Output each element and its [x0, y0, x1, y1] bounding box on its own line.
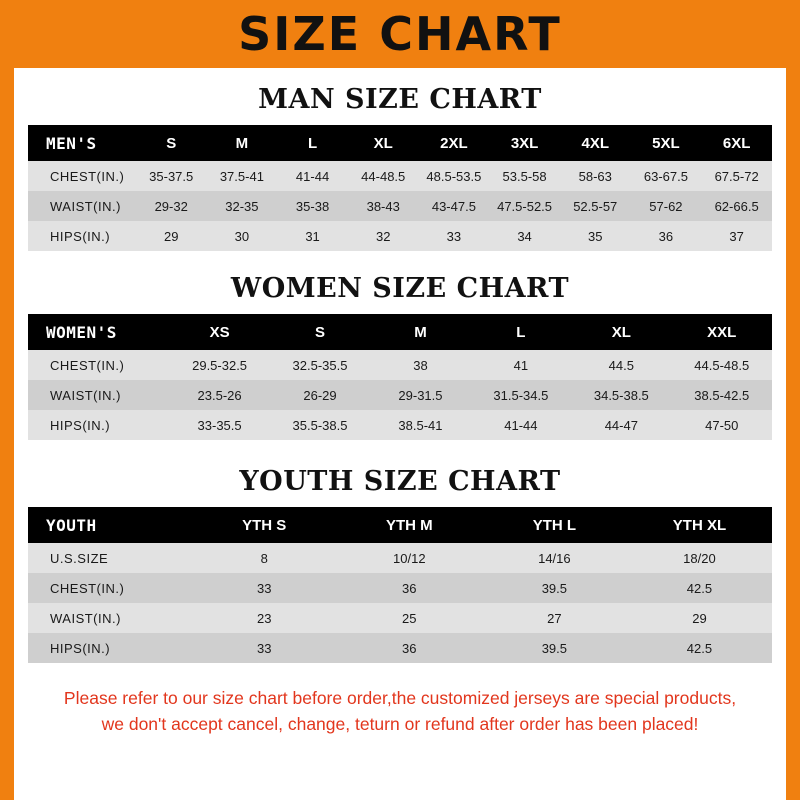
table-cell: 53.5-58: [489, 161, 560, 191]
column-header: 2XL: [419, 125, 490, 161]
table-cell: 35: [560, 221, 631, 251]
banner-title: SIZE CHART: [238, 7, 562, 61]
table-cell: 42.5: [627, 573, 772, 603]
table-cell: 38: [370, 350, 470, 380]
table-cell: 29: [136, 221, 207, 251]
table-row: [28, 380, 772, 410]
table-cell: 36: [337, 633, 482, 663]
table-row: [28, 573, 772, 603]
table-row: [28, 410, 772, 440]
table-header-row: [28, 507, 772, 543]
table-cell: 44.5: [571, 350, 671, 380]
table-cell: 32: [348, 221, 419, 251]
table-cell: 37: [701, 221, 772, 251]
table-cell: 41: [471, 350, 571, 380]
table-cell: 25: [337, 603, 482, 633]
youth-section-title: YOUTH SIZE CHART: [239, 466, 561, 497]
column-header: L: [471, 314, 571, 350]
table-cell: 32-35: [207, 191, 278, 221]
table-cell: 38.5-41: [370, 410, 470, 440]
table-cell: 44-47: [571, 410, 671, 440]
table-cell: 31.5-34.5: [471, 380, 571, 410]
man-section-title: MAN SIZE CHART: [258, 84, 542, 115]
column-header: S: [136, 125, 207, 161]
table-cell: 41-44: [471, 410, 571, 440]
table-cell: 34: [489, 221, 560, 251]
column-header: 5XL: [631, 125, 702, 161]
column-header: 3XL: [489, 125, 560, 161]
table-cell: 18/20: [627, 543, 772, 573]
column-header: XS: [169, 314, 269, 350]
table-row: [28, 603, 772, 633]
column-header: XL: [348, 125, 419, 161]
table-cell: 33: [419, 221, 490, 251]
table-cell: 43-47.5: [419, 191, 490, 221]
table-cell: 52.5-57: [560, 191, 631, 221]
content: [14, 84, 786, 738]
table-cell: 58-63: [560, 161, 631, 191]
table-cell: 35.5-38.5: [270, 410, 370, 440]
table-cell: 14/16: [482, 543, 627, 573]
table-cell: 35-38: [277, 191, 348, 221]
column-header: MEN'S: [28, 125, 136, 161]
women-size-table: [28, 314, 772, 440]
table-cell: 31: [277, 221, 348, 251]
table-cell: 30: [207, 221, 278, 251]
table-cell: 33: [192, 633, 337, 663]
column-header: XL: [571, 314, 671, 350]
table-cell: 33-35.5: [169, 410, 269, 440]
table-cell: 36: [631, 221, 702, 251]
column-header: WOMEN'S: [28, 314, 169, 350]
table-cell: 29-31.5: [370, 380, 470, 410]
table-cell: 62-66.5: [701, 191, 772, 221]
table-cell: 44-48.5: [348, 161, 419, 191]
row-label: WAIST(IN.): [28, 380, 169, 410]
table-cell: 47-50: [672, 410, 772, 440]
table-row: [28, 633, 772, 663]
table-cell: 29.5-32.5: [169, 350, 269, 380]
women-section-title: WOMEN SIZE CHART: [230, 273, 570, 304]
table-cell: 47.5-52.5: [489, 191, 560, 221]
table-cell: 34.5-38.5: [571, 380, 671, 410]
table-cell: 33: [192, 573, 337, 603]
table-cell: 35-37.5: [136, 161, 207, 191]
row-label: WAIST(IN.): [28, 191, 136, 221]
youth-size-table: [28, 507, 772, 663]
row-label: HIPS(IN.): [28, 410, 169, 440]
column-header: YTH M: [337, 507, 482, 543]
table-row: [28, 191, 772, 221]
table-cell: 23: [192, 603, 337, 633]
table-cell: 38.5-42.5: [672, 380, 772, 410]
column-header: L: [277, 125, 348, 161]
column-header: YTH L: [482, 507, 627, 543]
table-cell: 27: [482, 603, 627, 633]
table-row: [28, 543, 772, 573]
table-cell: 41-44: [277, 161, 348, 191]
table-row: [28, 350, 772, 380]
table-cell: 38-43: [348, 191, 419, 221]
table-cell: 37.5-41: [207, 161, 278, 191]
table-cell: 44.5-48.5: [672, 350, 772, 380]
table-cell: 57-62: [631, 191, 702, 221]
column-header: 4XL: [560, 125, 631, 161]
table-header-row: [28, 314, 772, 350]
table-cell: 36: [337, 573, 482, 603]
column-header: YTH XL: [627, 507, 772, 543]
row-label: CHEST(IN.): [28, 161, 136, 191]
column-header: M: [370, 314, 470, 350]
table-row: [28, 161, 772, 191]
row-label: HIPS(IN.): [28, 221, 136, 251]
row-label: HIPS(IN.): [28, 633, 192, 663]
footer-note-line-1: Please refer to our size chart before order,the customized jerseys are special products,: [63, 688, 737, 708]
table-cell: 29: [627, 603, 772, 633]
column-header: 6XL: [701, 125, 772, 161]
table-cell: 8: [192, 543, 337, 573]
row-label: CHEST(IN.): [28, 573, 192, 603]
table-header-row: [28, 125, 772, 161]
table-cell: 63-67.5: [631, 161, 702, 191]
column-header: YOUTH: [28, 507, 192, 543]
column-header: M: [207, 125, 278, 161]
banner: [0, 0, 800, 68]
row-label: CHEST(IN.): [28, 350, 169, 380]
table-cell: 10/12: [337, 543, 482, 573]
table-row: [28, 221, 772, 251]
table-cell: 32.5-35.5: [270, 350, 370, 380]
column-header: XXL: [672, 314, 772, 350]
man-size-table: [28, 125, 772, 251]
table-cell: 48.5-53.5: [419, 161, 490, 191]
table-cell: 29-32: [136, 191, 207, 221]
column-header: S: [270, 314, 370, 350]
footer-note: [28, 685, 772, 738]
table-cell: 67.5-72: [701, 161, 772, 191]
table-cell: 23.5-26: [169, 380, 269, 410]
row-label: U.S.SIZE: [28, 543, 192, 573]
column-header: YTH S: [192, 507, 337, 543]
footer-note-line-2: we don't accept cancel, change, teturn or refund after order has been placed!: [101, 714, 699, 735]
table-cell: 26-29: [270, 380, 370, 410]
table-cell: 42.5: [627, 633, 772, 663]
row-label: WAIST(IN.): [28, 603, 192, 633]
table-cell: 39.5: [482, 573, 627, 603]
table-cell: 39.5: [482, 633, 627, 663]
